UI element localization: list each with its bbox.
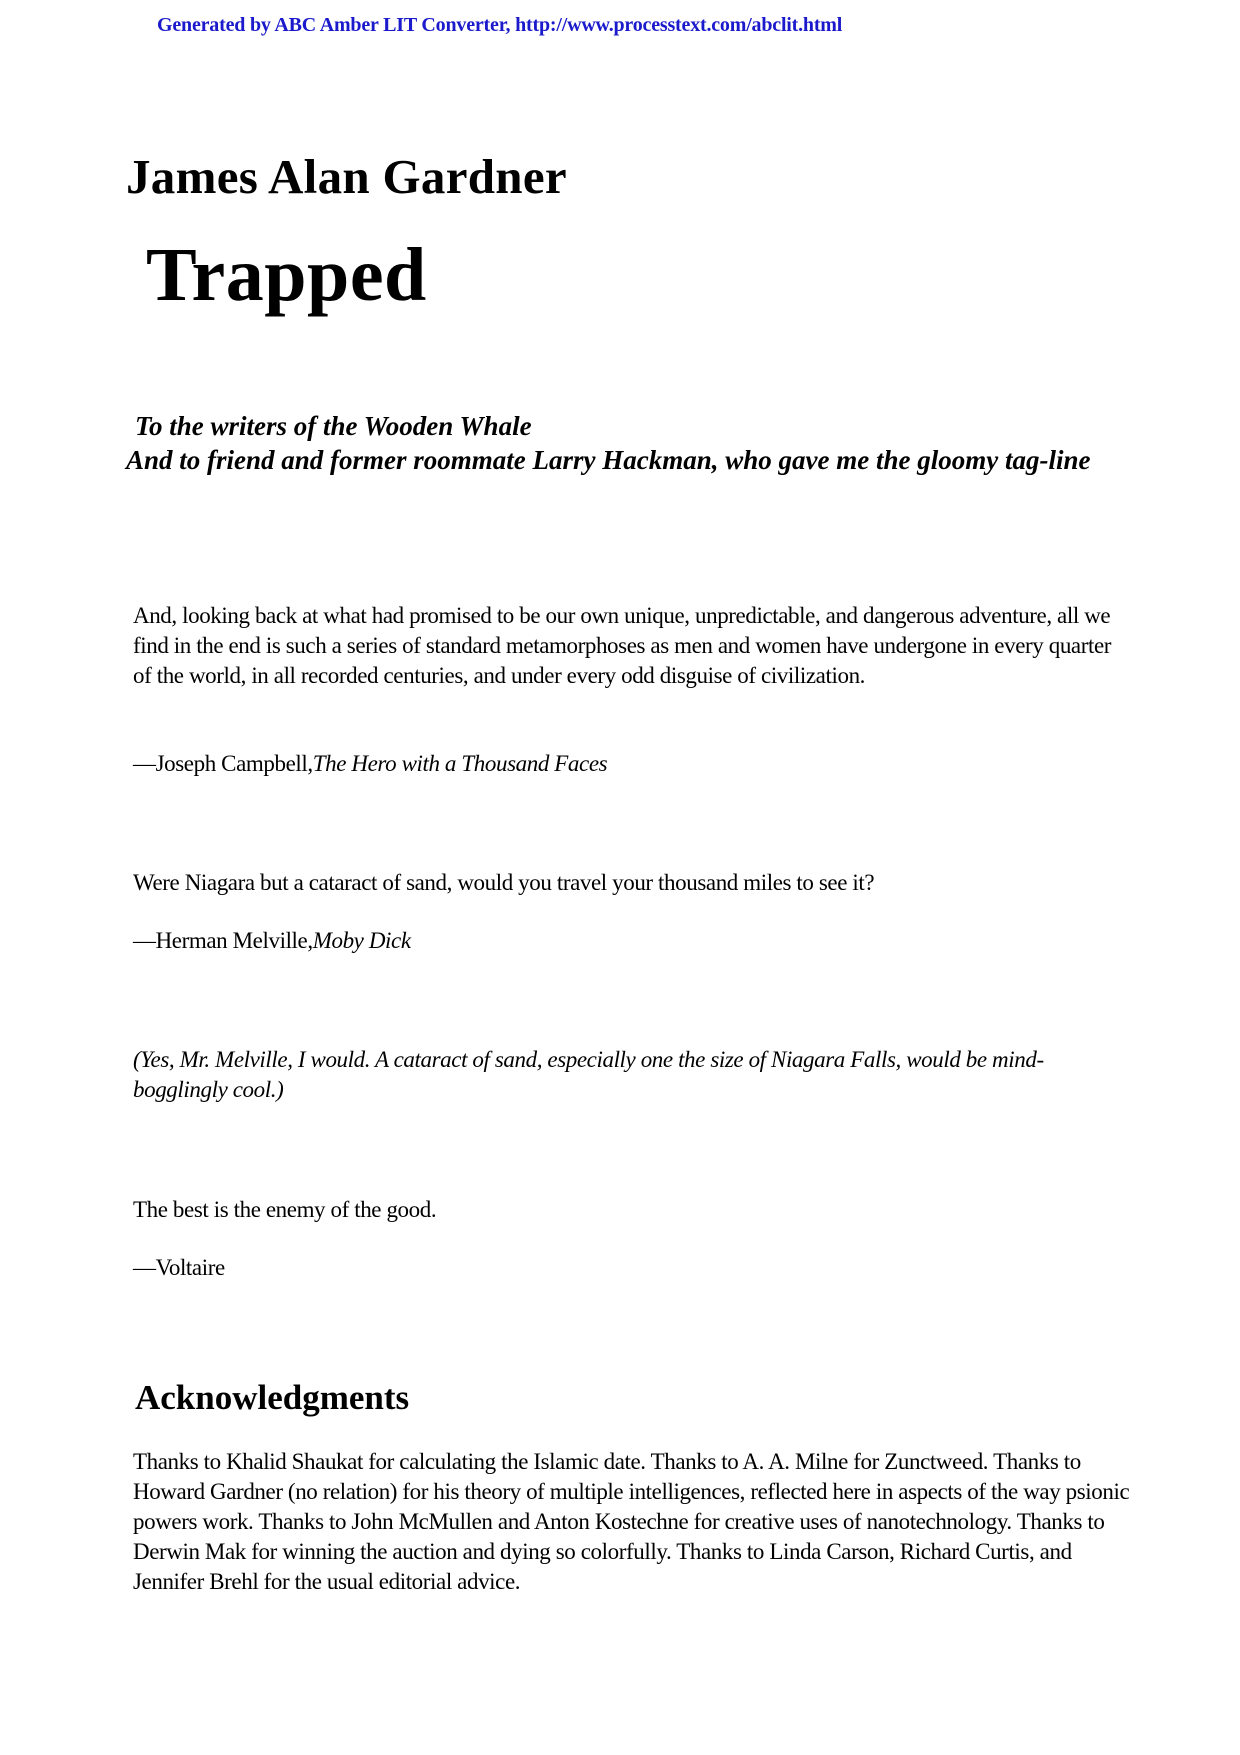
author-name: James Alan Gardner: [126, 149, 567, 204]
dedication-line-2: And to friend and former roommate Larry Hackman, who gave me the gloomy tag-line: [126, 445, 1091, 475]
book-title: Trapped: [146, 233, 427, 317]
epigraph-campbell-attribution: [126, 749, 1123, 779]
epigraph-voltaire-attribution: —Voltaire: [133, 1255, 225, 1280]
dedication-line-1: To the writers of the Wooden Whale: [135, 411, 532, 441]
acknowledgments-heading: Acknowledgments: [135, 1378, 410, 1417]
epigraph-campbell-quote: And, looking back at what had promised to be our own unique, unpredictable, and dangerous adventure, all we find in the end is such a series of standard metamorphoses as men and women have undergone in every quarter of the world, in all recorded centuries, and under every odd disguise of civilization.: [133, 603, 1112, 688]
epigraph-melville-attribution: [126, 926, 1123, 956]
attribution-work: Moby Dick: [312, 928, 411, 953]
author-aside: (Yes, Mr. Melville, I would. A cataract of sand, especially one the size of Niagara Falls, would be mind-bogglingly cool.): [133, 1047, 1044, 1102]
attribution-author: —Joseph Campbell,: [133, 751, 313, 776]
epigraph-melville-quote: Were Niagara but a cataract of sand, would you travel your thousand miles to see it?: [133, 870, 875, 895]
attribution-author: —Herman Melville,: [133, 928, 313, 953]
acknowledgments-text: Thanks to Khalid Shaukat for calculating the Islamic date. Thanks to A. A. Milne for Zunctweed. Thanks to Howard Gardner (no relation) for his theory of multiple intelligences, reflected here in aspects of the way psionic powers work. Thanks to John McMullen and Anton Kostechne for creative uses of nanotechnology. Thanks to Derwin Mak for winning the auction and dying so colorfully. Thanks to Linda Carson, Richard Curtis, and Jennifer Brehl for the usual editorial advice.: [133, 1449, 1130, 1594]
attribution-work: The Hero with a Thousand Faces: [312, 751, 608, 776]
dedication: [126, 409, 1126, 477]
epigraph-voltaire-quote: The best is the enemy of the good.: [133, 1197, 437, 1222]
generator-link[interactable]: Generated by ABC Amber LIT Converter, http://www.processtext.com/abclit.html: [157, 14, 843, 36]
